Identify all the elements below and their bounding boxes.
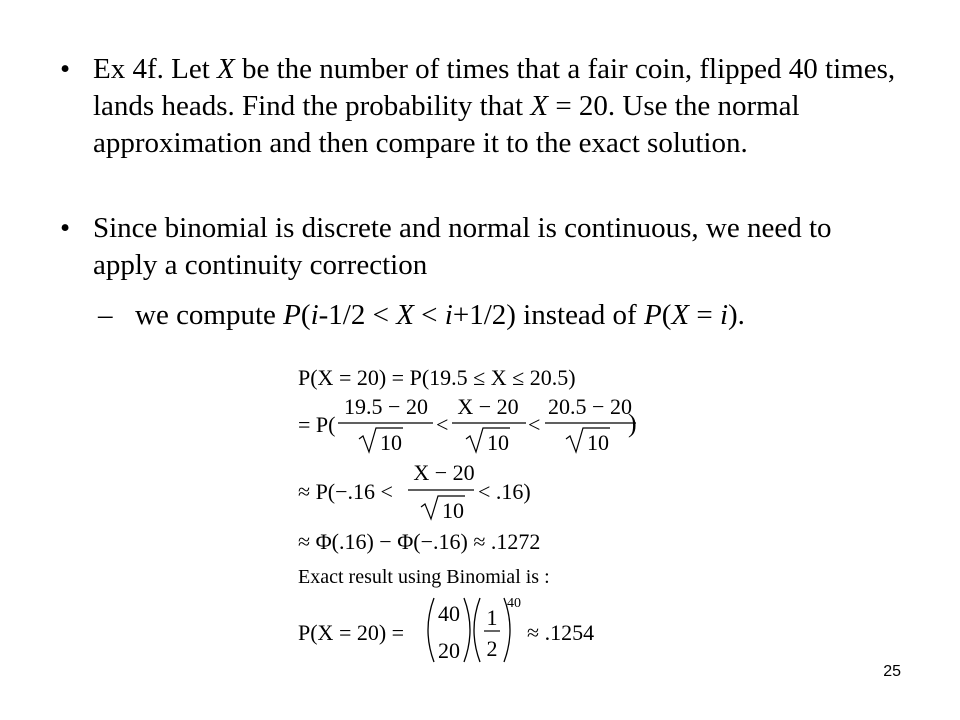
- formula-line-4: ≈ Φ(.16) − Φ(−.16) ≈ .1272: [298, 529, 541, 554]
- formula-line-1: P(X = 20) = P(19.5 ≤ X ≤ 20.5): [298, 365, 576, 390]
- text-run: Ex 4f. Let: [93, 53, 218, 85]
- sqrt-4-arg: 10: [442, 498, 464, 523]
- formula-line-5: Exact result using Binomial is :: [298, 566, 550, 588]
- text-run: <: [413, 299, 445, 331]
- math-variable: P: [643, 299, 662, 331]
- sqrt-1-arg: 10: [380, 430, 402, 455]
- formula-line-2-prefix: = P(: [298, 412, 336, 437]
- math-variable: X: [530, 90, 549, 122]
- math-variable: i: [310, 299, 319, 331]
- fraction-3-numerator: 20.5 − 20: [548, 394, 632, 419]
- formula-line-6-result: ≈ .1254: [527, 620, 595, 645]
- text-run: ).: [728, 299, 745, 331]
- text-run: be the number of times that a fair coin, flipped 40 times, lands heads. Find the probability that: [93, 53, 896, 122]
- less-than-1: <: [436, 412, 449, 437]
- binomial-right-paren: [464, 598, 470, 662]
- math-variable: X: [671, 299, 690, 331]
- half-left-paren: [474, 598, 480, 662]
- fraction-1-numerator: 19.5 − 20: [344, 394, 428, 419]
- math-variable: i: [719, 299, 728, 331]
- text-run: +1/2) instead of: [452, 299, 644, 331]
- math-variable: X: [396, 299, 414, 331]
- binomial-left-paren: [428, 598, 434, 662]
- sub-bullet-marker: –: [98, 299, 113, 331]
- half-denominator: 2: [486, 636, 498, 661]
- formula-line-3-suffix: < .16): [478, 479, 531, 504]
- formula-line-3-prefix: ≈ P(−.16 <: [298, 479, 393, 504]
- text-run: -1/2 <: [318, 299, 397, 331]
- sqrt-2-arg: 10: [487, 430, 509, 455]
- formula-line-6-prefix: P(X = 20) =: [298, 620, 405, 645]
- binomial-bottom: 20: [438, 638, 460, 663]
- bullet-marker: •: [60, 53, 71, 85]
- text-run: Since binomial is discrete and normal is continuous, we need to apply a continuity correction: [93, 212, 832, 281]
- exponent: 40: [507, 596, 521, 611]
- formula-line-2-close: ): [628, 409, 637, 438]
- math-variable: X: [217, 53, 235, 85]
- text-run: (: [661, 299, 672, 331]
- binomial-top: 40: [438, 601, 460, 626]
- text-run: =: [689, 299, 720, 331]
- half-numerator: 1: [486, 605, 498, 630]
- sqrt-3-arg: 10: [587, 430, 609, 455]
- fraction-2-numerator: X − 20: [457, 394, 519, 419]
- fraction-4-numerator: X − 20: [413, 460, 475, 485]
- text-run: = 20. Use the normal approximation and then compare it to the exact solution.: [93, 90, 800, 159]
- page-number: 25: [883, 663, 901, 680]
- math-variable: P: [283, 299, 301, 331]
- text-run: (: [300, 299, 311, 331]
- less-than-2: <: [528, 412, 541, 437]
- math-variable: i: [444, 299, 453, 331]
- text-run: we compute: [135, 299, 284, 331]
- bullet-marker: •: [60, 212, 71, 244]
